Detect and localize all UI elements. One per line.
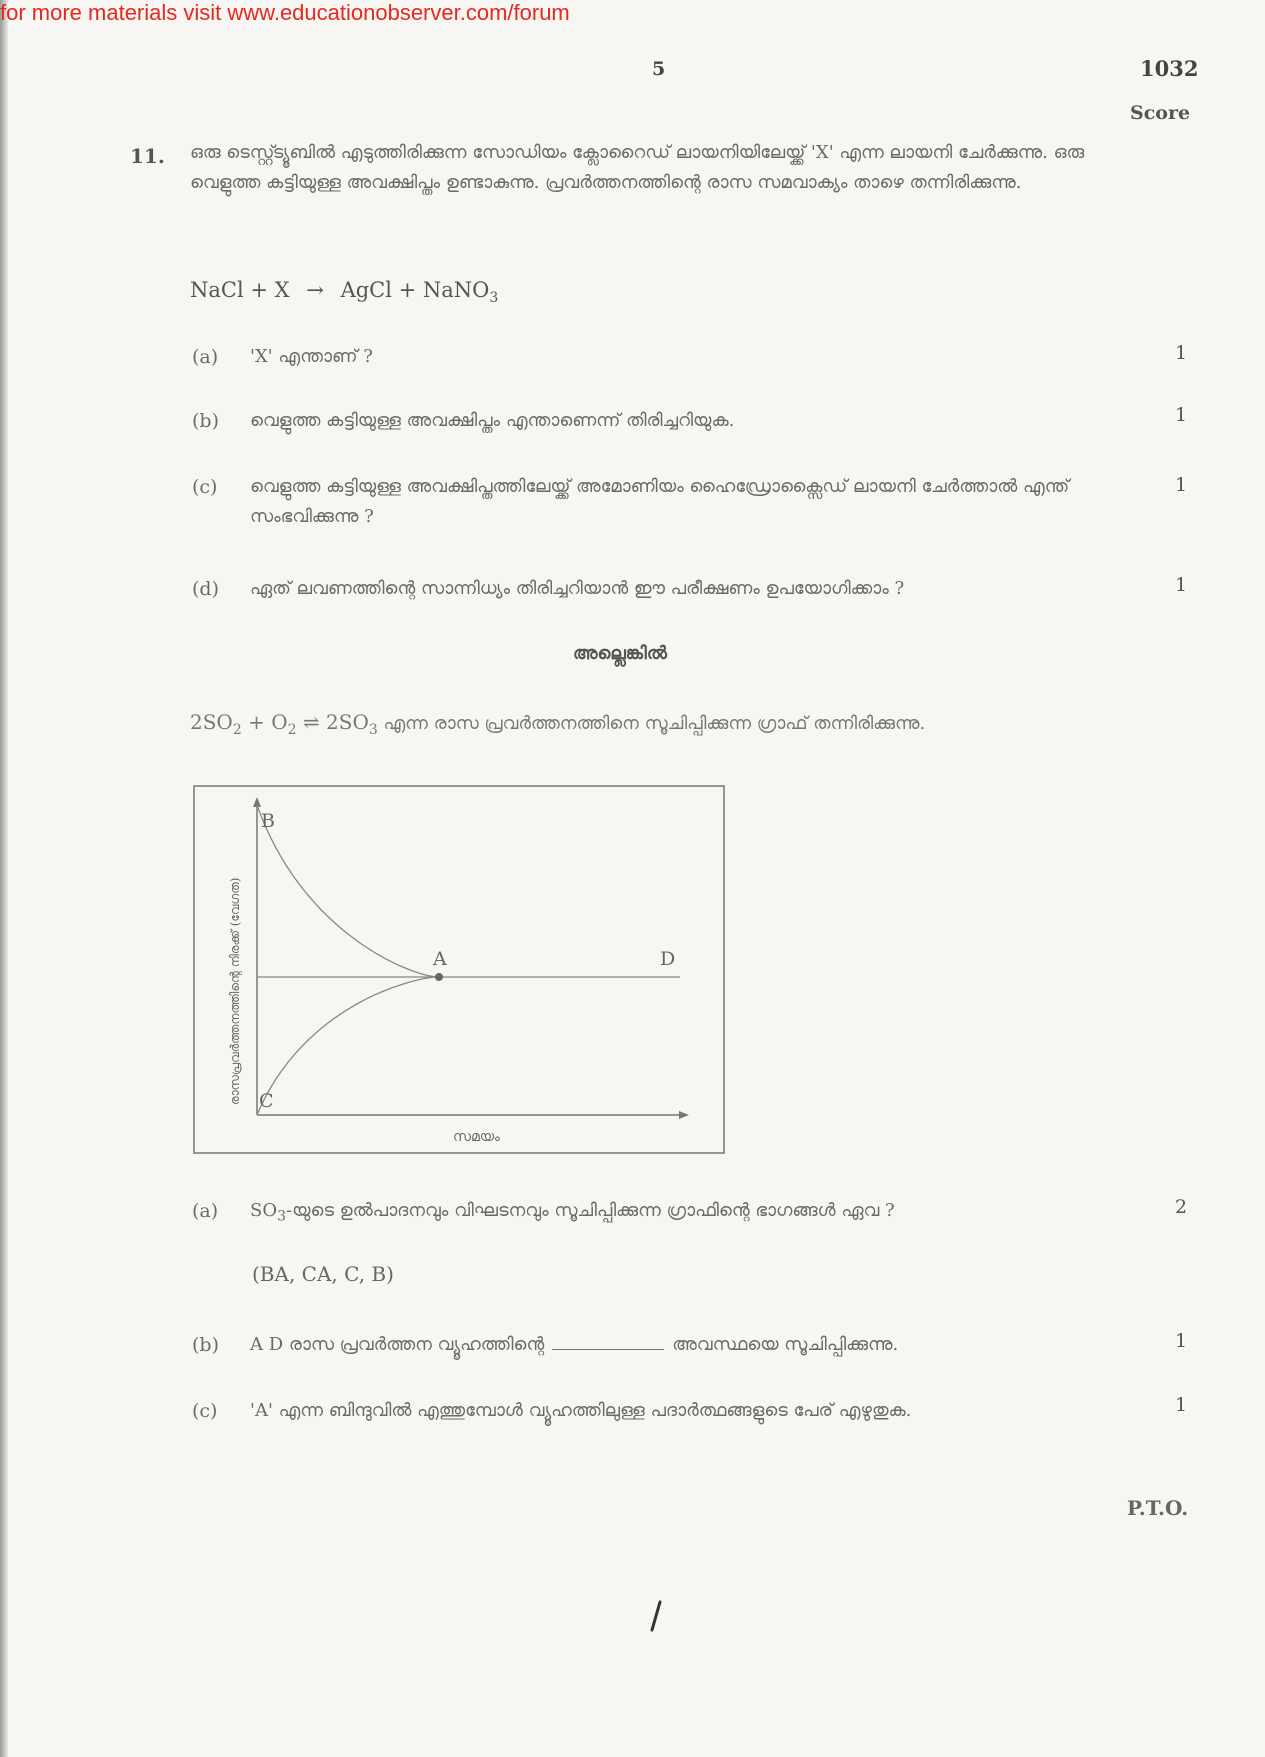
point-a-label: A: [433, 948, 447, 970]
eq-subscript: 2: [232, 722, 242, 738]
answer-hint: (BA, CA, C, B): [252, 1262, 394, 1286]
alt-subquestion-a: [192, 1196, 1112, 1232]
subquestion-label: (b): [192, 1334, 219, 1356]
subquestion-d: [192, 574, 1112, 604]
pto-label: P.T.O.: [1127, 1496, 1189, 1520]
subquestion-text: [250, 1196, 1112, 1232]
equation-rhs-subscript: 3: [489, 290, 499, 307]
alt-intro: [190, 710, 925, 738]
website-banner[interactable]: for more materials visit www.educationobserver.com/forum: [0, 0, 570, 25]
alt-intro-text: എന്ന രാസ പ്രവർത്തനത്തിനെ സൂചിപ്പിക്കുന്ന ഗ്രാഫ് തന്നിരിക്കുന്നു.: [377, 713, 926, 734]
equation-lhs: NaCl + X: [190, 278, 290, 302]
eq-subscript: 2: [287, 722, 297, 738]
so3-subscript: 3: [277, 1208, 287, 1225]
question-number: 11.: [130, 144, 165, 168]
eq-term: 2SO: [190, 710, 233, 734]
subquestion-text-before: A D രാസ പ്രവർത്തന വ്യൂഹത്തിന്റെ: [250, 1334, 545, 1355]
or-label: അല്ലെങ്കിൽ: [573, 643, 667, 664]
eq-subscript: 3: [368, 722, 378, 738]
subquestion-text: ഏത് ലവണത്തിന്റെ സാന്നിധ്യം തിരിച്ചറിയാൻ ഈ പരീക്ഷണം ഉപയോഗിക്കാം ?: [250, 578, 905, 599]
point-c-label: C: [259, 1090, 274, 1112]
subquestion-text: വെളുത്ത കട്ടിയുള്ള അവക്ഷിപ്തം എന്താണെന്ന് തിരിച്ചറിയുക.: [250, 410, 735, 431]
equation-rhs: AgCl + NaNO: [340, 278, 490, 302]
curve-ca: [257, 977, 439, 1115]
mark-value: 1: [1175, 342, 1188, 364]
mark-value: 1: [1175, 1330, 1188, 1352]
reaction-equation: [190, 278, 498, 306]
point-d-label: D: [660, 948, 676, 970]
eq-term: 2SO: [326, 710, 369, 734]
subquestion-label: (c): [192, 476, 218, 498]
eq-term: + O: [241, 710, 288, 734]
scan-mark: [648, 1600, 664, 1634]
subquestion-text: 'A' എന്ന ബിന്ദുവിൽ എത്തുമ്പോൾ വ്യൂഹത്തിലുള്ള പദാർത്ഥങ്ങളുടെ പേര് എഴുതുക.: [250, 1400, 912, 1421]
question-intro: ഒരു ടെസ്റ്റ്ട്യൂബിൽ എടുത്തിരിക്കുന്ന സോഡിയം ക്ലോറൈഡ് ലായനിയിലേയ്ക്ക് 'X' എന്ന ലായനി ചേർക്കുന്നു. ഒരു വെളുത്ത കട്ടിയുള്ള അവക്ഷിപ്തം ഉണ്ടാകുന്നു. പ്രവർത്തനത്തിന്റെ രാസ സമവാക്യം താഴെ തന്നിരിക്കുന്നു.: [190, 142, 1085, 193]
subquestion-b: [192, 406, 1112, 436]
scan-edge: [0, 0, 8, 1757]
subquestion-label: (a): [192, 1200, 219, 1222]
point-b-label: B: [261, 810, 275, 832]
subquestion-label: (b): [192, 410, 219, 432]
subquestion-body: -യുടെ ഉൽപാദനവും വിഘടനവും സൂചിപ്പിക്കുന്ന ഗ്രാഫിന്റെ ഭാഗങ്ങൾ ഏവ ?: [286, 1200, 895, 1221]
subquestion-text: [250, 1330, 1112, 1360]
subquestion-label: (d): [192, 578, 219, 600]
x-axis-arrow: [679, 1111, 689, 1119]
alt-subquestion-c: [192, 1396, 1112, 1426]
subquestion-a: [192, 342, 1112, 372]
subquestion-text: 'X' എന്താണ് ?: [250, 346, 373, 367]
score-label: Score: [1130, 102, 1191, 124]
mark-value: 1: [1175, 404, 1188, 426]
equilibrium-arrow: ⇌: [296, 710, 327, 734]
mark-value: 1: [1175, 574, 1188, 596]
mark-value: 2: [1175, 1196, 1188, 1218]
equation-arrow: →: [306, 278, 324, 302]
alt-subquestion-b: [192, 1330, 1112, 1360]
mark-value: 1: [1175, 1394, 1188, 1416]
subquestion-text: വെളുത്ത കട്ടിയുള്ള അവക്ഷിപ്തത്തിലേയ്ക്ക് അമോണിയം ഹൈഡ്രോക്സൈഡ് ലായനി ചേർത്താൽ എന്ത് സംഭവിക്കുന്നു ?: [250, 476, 1070, 527]
subquestion-label: (a): [192, 346, 219, 368]
equilibrium-graph: [193, 785, 725, 1155]
answer-blank[interactable]: [552, 1349, 664, 1350]
y-axis-label: രാസപ്രവർത്തനത്തിന്റെ നിരക്ക് (വേഗത): [228, 877, 242, 1105]
curve-ba: [257, 805, 439, 977]
paper-code: 1032: [1140, 56, 1199, 81]
x-axis-label: സമയം: [453, 1129, 500, 1145]
subquestion-text-after: അവസ്ഥയെ സൂചിപ്പിക്കുന്നു.: [672, 1334, 899, 1355]
point-a-marker: [435, 973, 443, 981]
subquestion-c: [192, 472, 1112, 532]
mark-value: 1: [1175, 474, 1188, 496]
page-number: 5: [652, 58, 666, 80]
subquestion-label: (c): [192, 1400, 218, 1422]
so3-formula: SO: [250, 1200, 278, 1221]
